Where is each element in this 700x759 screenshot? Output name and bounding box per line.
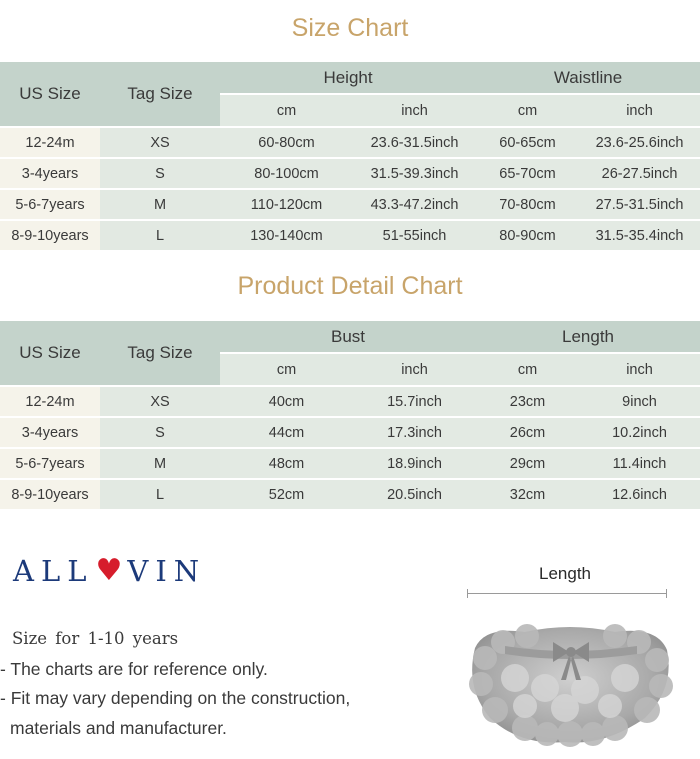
header-length: Length [476, 321, 700, 353]
cell-tag-size: M [100, 189, 220, 220]
product-detail-chart-title: Product Detail Chart [237, 272, 463, 300]
cell-tag-size: XS [100, 386, 220, 417]
cell-us-size: 5-6-7years [0, 448, 100, 479]
cell-height-cm: 130-140cm [220, 220, 353, 251]
cell-waist-cm: 65-70cm [476, 158, 579, 189]
size-chart-table [0, 62, 700, 252]
brand-logo-right: VIN [127, 553, 207, 588]
cell-us-size: 5-6-7years [0, 189, 100, 220]
table-row [0, 127, 700, 158]
heart-icon: ♥ [95, 553, 123, 588]
cell-length-cm: 26cm [476, 417, 579, 448]
header-bust: Bust [220, 321, 476, 353]
table-row [0, 220, 700, 251]
product-detail-table [0, 321, 700, 511]
cell-length-cm: 23cm [476, 386, 579, 417]
fit-note-line1: - Fit may vary depending on the construction, [0, 688, 351, 708]
cell-tag-size: M [100, 448, 220, 479]
header-unit-cm: cm [220, 94, 353, 127]
cell-bust-inch: 17.3inch [353, 417, 476, 448]
cell-waist-inch: 31.5-35.4inch [579, 220, 700, 251]
length-measure-line [467, 593, 667, 594]
cell-us-size: 8-9-10years [0, 220, 100, 251]
length-diagram-label: Length [539, 564, 591, 583]
table-row [0, 386, 700, 417]
cell-height-inch: 23.6-31.5inch [353, 127, 476, 158]
cell-bust-cm: 40cm [220, 386, 353, 417]
header-waistline: Waistline [476, 62, 700, 94]
cell-tag-size: S [100, 417, 220, 448]
cell-height-inch: 31.5-39.3inch [353, 158, 476, 189]
header-unit-inch: inch [353, 353, 476, 386]
header-unit-inch: inch [579, 94, 700, 127]
cell-bust-inch: 15.7inch [353, 386, 476, 417]
cell-us-size: 3-4years [0, 417, 100, 448]
size-range-note [12, 629, 178, 648]
cell-length-cm: 32cm [476, 479, 579, 510]
cell-length-inch: 12.6inch [579, 479, 700, 510]
header-us-size: US Size [0, 321, 100, 386]
cell-height-cm: 80-100cm [220, 158, 353, 189]
cell-bust-inch: 18.9inch [353, 448, 476, 479]
cell-tag-size: L [100, 479, 220, 510]
cell-tag-size: XS [100, 127, 220, 158]
cell-bust-cm: 48cm [220, 448, 353, 479]
cell-bust-cm: 44cm [220, 417, 353, 448]
cell-height-cm: 60-80cm [220, 127, 353, 158]
header-height: Height [220, 62, 476, 94]
brand-logo [13, 553, 206, 588]
cell-us-size: 12-24m [0, 127, 100, 158]
table-row [0, 189, 700, 220]
header-unit-inch: inch [353, 94, 476, 127]
cell-length-inch: 9inch [579, 386, 700, 417]
size-chart-title: Size Chart [291, 14, 409, 42]
cell-length-inch: 10.2inch [579, 417, 700, 448]
cell-us-size: 8-9-10years [0, 479, 100, 510]
tutu-skirt-image [465, 618, 675, 748]
cell-bust-inch: 20.5inch [353, 479, 476, 510]
cell-length-inch: 11.4inch [579, 448, 700, 479]
header-unit-cm: cm [476, 353, 579, 386]
table-row [0, 479, 700, 510]
cell-waist-cm: 80-90cm [476, 220, 579, 251]
cell-us-size: 3-4years [0, 158, 100, 189]
cell-waist-inch: 27.5-31.5inch [579, 189, 700, 220]
size-range-value: for 1-10 years [55, 629, 179, 648]
header-unit-inch: inch [579, 353, 700, 386]
cell-height-inch: 51-55inch [353, 220, 476, 251]
cell-tag-size: L [100, 220, 220, 251]
header-tag-size: Tag Size [100, 62, 220, 127]
header-us-size: US Size [0, 62, 100, 127]
fit-note-line2: materials and manufacturer. [10, 718, 227, 738]
reference-note: - The charts are for reference only. [0, 659, 268, 679]
cell-length-cm: 29cm [476, 448, 579, 479]
cell-bust-cm: 52cm [220, 479, 353, 510]
cell-height-cm: 110-120cm [220, 189, 353, 220]
cell-waist-cm: 60-65cm [476, 127, 579, 158]
header-unit-cm: cm [476, 94, 579, 127]
brand-logo-left: ALL [13, 553, 94, 588]
table-row [0, 417, 700, 448]
size-label: Size [12, 629, 48, 648]
cell-tag-size: S [100, 158, 220, 189]
cell-waist-cm: 70-80cm [476, 189, 579, 220]
table-row [0, 448, 700, 479]
cell-waist-inch: 26-27.5inch [579, 158, 700, 189]
table-row [0, 158, 700, 189]
header-tag-size: Tag Size [100, 321, 220, 386]
header-unit-cm: cm [220, 353, 353, 386]
cell-us-size: 12-24m [0, 386, 100, 417]
cell-waist-inch: 23.6-25.6inch [579, 127, 700, 158]
cell-height-inch: 43.3-47.2inch [353, 189, 476, 220]
